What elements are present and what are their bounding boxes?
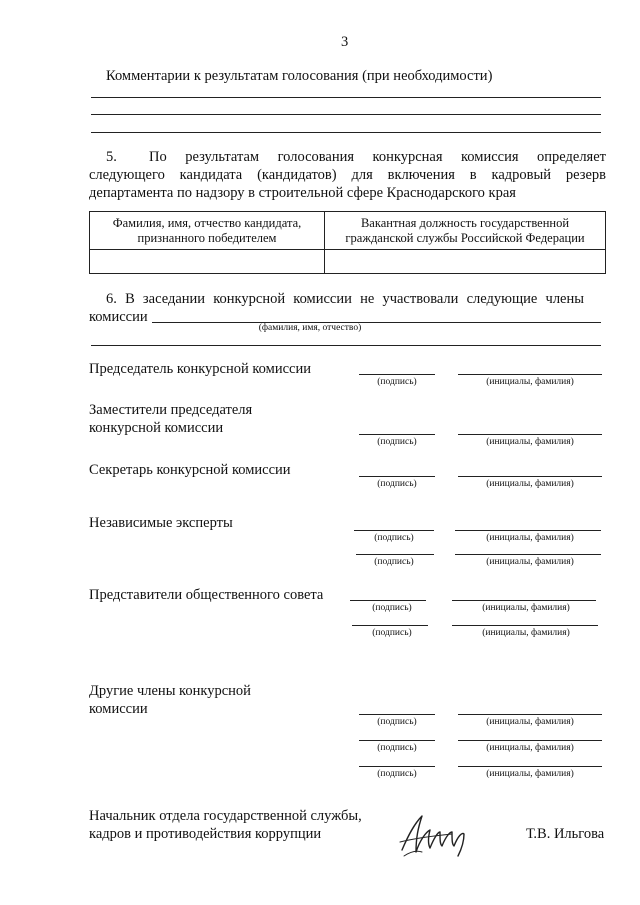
initials-caption: (инициалы, фамилия) [486, 717, 574, 727]
initials-line[interactable] [458, 476, 602, 477]
footer-name: Т.В. Ильгова [526, 826, 605, 842]
table-row [90, 250, 606, 274]
header-vacant-position: Вакантная должность государственной гражданской службы Российской Федерации [325, 212, 606, 250]
section-5-line-3: департамента по надзору в строительной сфере Краснодарского края [89, 185, 516, 201]
initials-caption: (инициалы, фамилия) [486, 743, 574, 753]
comments-label: Комментарии к результатам голосования (при необходимости) [106, 68, 493, 84]
initials-line[interactable] [458, 740, 602, 741]
signature-caption: (подпись) [372, 603, 412, 613]
initials-caption: (инициалы, фамилия) [486, 377, 574, 387]
signature-line[interactable] [352, 625, 428, 626]
initials-line[interactable] [458, 766, 602, 767]
signature-caption: (подпись) [377, 377, 417, 387]
signature-line[interactable] [359, 766, 435, 767]
role-deputies-line-2: конкурсной комиссии [89, 420, 224, 436]
section-5-line-2: следующего кандидата (кандидатов) для включения в кадровый резерв [89, 167, 606, 183]
signature-line[interactable] [359, 434, 435, 435]
page-number: 3 [341, 34, 349, 50]
cell-candidate-name[interactable] [90, 250, 325, 274]
role-secretary: Секретарь конкурсной комиссии [89, 462, 291, 478]
section-6-line-1: 6. В заседании конкурсной комиссии не участвовали следующие члены [106, 291, 584, 307]
initials-line[interactable] [455, 530, 601, 531]
handwritten-signature [396, 806, 474, 862]
initials-caption: (инициалы, фамилия) [482, 603, 570, 613]
comments-line[interactable] [91, 97, 601, 98]
initials-caption: (инициалы, фамилия) [486, 557, 574, 567]
signature-caption: (подпись) [377, 437, 417, 447]
signature-line[interactable] [356, 554, 434, 555]
candidate-table [89, 211, 606, 274]
signature-caption: (подпись) [372, 628, 412, 638]
signature-caption: (подпись) [377, 479, 417, 489]
signature-caption: (подпись) [377, 769, 417, 779]
signature-line[interactable] [350, 600, 426, 601]
initials-caption: (инициалы, фамилия) [486, 479, 574, 489]
initials-caption: (инициалы, фамилия) [486, 769, 574, 779]
initials-line[interactable] [458, 714, 602, 715]
section-5-line-1: По результатам голосования конкурсная комиссия определяет [149, 149, 606, 165]
role-others-line-2: комиссии [89, 701, 148, 717]
table-header-row [90, 212, 606, 250]
role-experts: Независимые эксперты [89, 515, 233, 531]
signature-caption: (подпись) [377, 743, 417, 753]
absent-members-line[interactable] [91, 345, 601, 346]
role-public-council: Представители общественного совета [89, 587, 324, 603]
signature-line[interactable] [359, 714, 435, 715]
signature-line[interactable] [359, 476, 435, 477]
role-others-line-1: Другие члены конкурсной [89, 683, 251, 699]
footer-position-line-2: кадров и противодействия коррупции [89, 826, 322, 842]
initials-caption: (инициалы, фамилия) [486, 437, 574, 447]
signature-line[interactable] [359, 374, 435, 375]
signature-line[interactable] [354, 530, 434, 531]
footer-position-line-1: Начальник отдела государственной службы, [89, 808, 362, 824]
cell-vacant-position[interactable] [325, 250, 606, 274]
signature-caption: (подпись) [377, 717, 417, 727]
role-deputies-line-1: Заместители председателя [89, 402, 253, 418]
initials-line[interactable] [455, 554, 601, 555]
signature-caption: (подпись) [374, 533, 414, 543]
section-6-line-2: комиссии [89, 309, 148, 325]
initials-line[interactable] [458, 434, 602, 435]
comments-line[interactable] [91, 132, 601, 133]
role-chairman: Председатель конкурсной комиссии [89, 361, 311, 377]
section-5-number: 5. [106, 149, 117, 165]
absent-members-caption: (фамилия, имя, отчество) [258, 323, 362, 333]
signature-line[interactable] [359, 740, 435, 741]
initials-caption: (инициалы, фамилия) [486, 533, 574, 543]
initials-caption: (инициалы, фамилия) [482, 628, 570, 638]
signature-caption: (подпись) [374, 557, 414, 567]
header-candidate-name: Фамилия, имя, отчество кандидата, признанного победителем [90, 212, 325, 250]
initials-line[interactable] [452, 625, 598, 626]
initials-line[interactable] [452, 600, 596, 601]
initials-line[interactable] [458, 374, 602, 375]
comments-line[interactable] [91, 114, 601, 115]
